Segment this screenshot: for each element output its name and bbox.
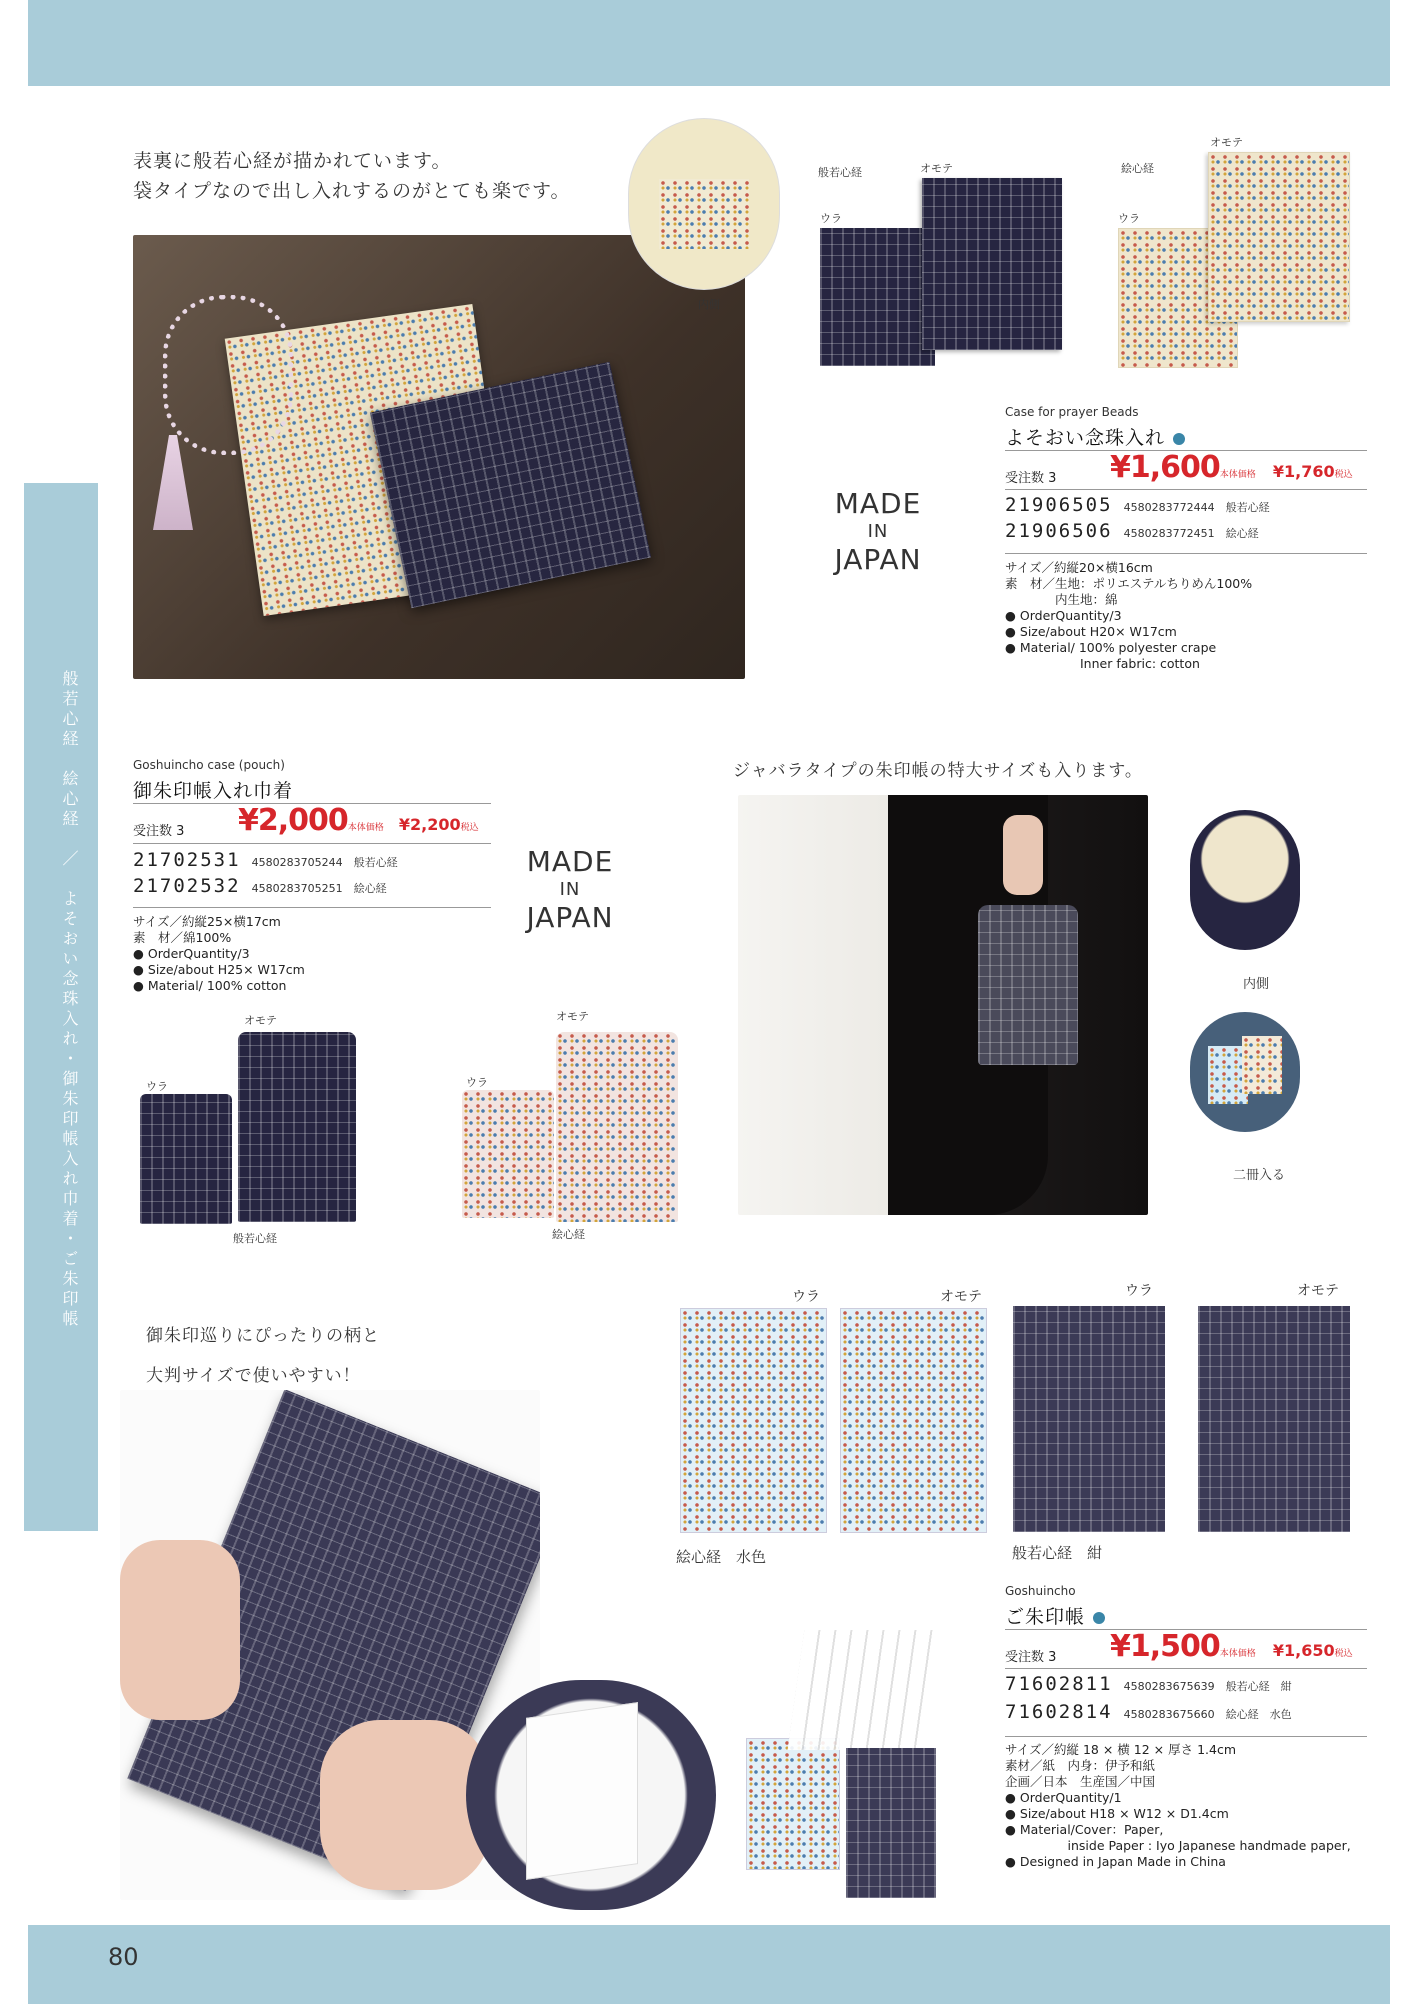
color-dot-icon bbox=[1173, 433, 1185, 445]
accordion-cover-eshin bbox=[746, 1738, 840, 1870]
intro-caption-3: 御朱印巡りにぴったりの柄と 大判サイズで使いやすい！ bbox=[146, 1326, 380, 1386]
right-hand-image bbox=[320, 1720, 490, 1890]
product2-price: ¥2,000 bbox=[238, 803, 348, 838]
ura-label: ウラ bbox=[820, 212, 842, 225]
accordion-pages-image bbox=[788, 1630, 945, 1750]
pouch-inner-photo bbox=[1190, 810, 1300, 950]
hannya-label: 般若心経 bbox=[818, 166, 862, 179]
product3-title: ご朱印帳 bbox=[1005, 1602, 1105, 1629]
hannya-pouch-label: 般若心経 bbox=[233, 1232, 277, 1245]
product2-title: 御朱印帳入れ巾着 bbox=[133, 780, 294, 802]
page-number: 80 bbox=[108, 1943, 139, 1971]
made-in-japan-mark-2: MADE IN JAPAN bbox=[526, 845, 614, 934]
hannya-book-back-image bbox=[1013, 1306, 1165, 1532]
omote-label: オモテ bbox=[920, 162, 953, 175]
hand-image bbox=[1003, 815, 1043, 895]
eshin-book-label: 絵心経 水色 bbox=[676, 1548, 767, 1566]
eshin-label: 絵心経 bbox=[1121, 162, 1154, 175]
product1-english-name: Case for prayer Beads bbox=[1005, 405, 1139, 419]
omote-label-6: オモテ bbox=[1297, 1283, 1339, 1299]
prayer-beads-image bbox=[163, 295, 293, 455]
product3-price-row: ¥1,500本体価格 ¥1,650税込 bbox=[1110, 1629, 1353, 1664]
hannya-front-image bbox=[922, 178, 1062, 350]
divider bbox=[1005, 1736, 1367, 1737]
product2-price-tax: ¥2,200 bbox=[398, 815, 461, 834]
product3-item: 71602814 4580283675660 絵心経 水色 bbox=[1005, 1701, 1292, 1723]
divider bbox=[133, 907, 491, 908]
two-books-label: 二冊入る bbox=[1233, 1168, 1286, 1183]
prayer-bead-case-photo bbox=[133, 235, 745, 679]
divider bbox=[133, 843, 491, 844]
omote-label-4: オモテ bbox=[556, 1010, 589, 1023]
accordion-closeup-image bbox=[466, 1680, 716, 1910]
product3-item: 71602811 4580283675639 般若心経 紺 bbox=[1005, 1673, 1292, 1695]
eshin-book-back-image bbox=[680, 1308, 827, 1533]
top-banner bbox=[28, 0, 1390, 86]
product3-qty: 受注数 3 bbox=[1005, 1650, 1057, 1665]
product2-english-name: Goshuincho case (pouch) bbox=[133, 758, 285, 772]
product3-specs: サイズ／約縦 18 × 横 12 × 厚さ 1.4cm 素材／紙 内身：伊予和紙 企画／日本 生産国／中国 ● OrderQuantity/1 ● Size/about H18 × W12 × D1.4cm ● Material/Cover：Paper, inside Paper : Iyo Japanese handmade paper, ● Designed in Japan Made in China bbox=[1005, 1742, 1351, 1869]
pouch-inner-label: 内側 bbox=[1243, 977, 1270, 992]
product1-price-tax: ¥1,760 bbox=[1272, 462, 1335, 481]
pouch-image bbox=[978, 905, 1078, 1065]
ura-label-4: ウラ bbox=[466, 1076, 488, 1089]
product2-qty: 受注数 3 bbox=[133, 824, 185, 839]
eshin-pouch-label: 絵心経 bbox=[552, 1228, 585, 1241]
color-dot-icon bbox=[1093, 1612, 1105, 1624]
accordion-cover-hannya bbox=[846, 1748, 936, 1898]
eshin-book-front-image bbox=[840, 1308, 987, 1533]
two-books-photo bbox=[1190, 1012, 1300, 1132]
omote-label-5: オモテ bbox=[940, 1289, 982, 1305]
product3-item-list bbox=[1005, 1673, 1292, 1729]
product1-item-list bbox=[1005, 494, 1270, 546]
ura-label-6: ウラ bbox=[1125, 1283, 1153, 1299]
product3-price: ¥1,500 bbox=[1110, 1629, 1220, 1664]
product2-item: 21702532 4580283705251 絵心経 bbox=[133, 875, 387, 897]
pouch-in-hand-photo bbox=[738, 795, 1148, 1215]
ura-label-5: ウラ bbox=[792, 1289, 820, 1305]
hannya-pouch-front-image bbox=[238, 1032, 356, 1222]
product3-price-tax: ¥1,650 bbox=[1272, 1641, 1335, 1660]
intro-caption-1: 表裏に般若心経が描かれています。 袋タイプなので出し入れするのがとても楽です。 bbox=[133, 150, 571, 202]
intro-caption-2: ジャバラタイプの朱印帳の特大サイズも入ります。 bbox=[733, 761, 1143, 781]
tassel-image bbox=[153, 435, 193, 530]
accordion-book-photo bbox=[466, 1630, 946, 1920]
hannya-book-label: 般若心経 紺 bbox=[1012, 1544, 1103, 1562]
left-hand-image bbox=[120, 1540, 240, 1720]
side-index-label: 般若心経 絵心経 ／ よそおい念珠入れ・御朱印帳入れ巾着・ご朱印帳 bbox=[60, 670, 79, 1330]
omote-label-3: オモテ bbox=[244, 1014, 277, 1027]
inner-view-photo bbox=[628, 118, 780, 290]
bottom-banner bbox=[28, 1925, 1390, 2004]
ura-label-3: ウラ bbox=[146, 1080, 168, 1093]
hannya-back-image bbox=[820, 228, 935, 366]
product1-item: 21906505 4580283772444 般若心経 bbox=[1005, 494, 1270, 516]
product1-title: よそおい念珠入れ bbox=[1005, 423, 1185, 450]
made-in-japan-mark: MADE IN JAPAN bbox=[834, 487, 922, 576]
product2-price-row: ¥2,000本体価格 ¥2,200税込 bbox=[238, 803, 479, 838]
eshin-front-image bbox=[1208, 152, 1350, 322]
omote-label-2: オモテ bbox=[1210, 136, 1243, 149]
product1-item: 21906506 4580283772451 絵心経 bbox=[1005, 520, 1259, 542]
divider bbox=[1005, 489, 1367, 490]
product2-specs: サイズ／約縦25×横17cm 素 材／綿100% ● OrderQuantity/3 ● Size/about H25× W17cm ● Material/ 100% cotton bbox=[133, 914, 305, 993]
hannya-pouch-back-image bbox=[140, 1094, 232, 1224]
inner-label: 内側 bbox=[698, 298, 720, 311]
product1-qty: 受注数 3 bbox=[1005, 471, 1057, 486]
divider bbox=[1005, 553, 1367, 554]
eshin-pouch-back-image bbox=[462, 1090, 554, 1218]
product1-specs: サイズ／約縦20×横16cm 素 材／生地：ポリエステルちりめん100% 内生地：綿 ● OrderQuantity/3 ● Size/about H20× W17cm ● Material/ 100% polyester crape Inner fabric: cotton bbox=[1005, 560, 1253, 671]
hannya-book-front-image bbox=[1198, 1306, 1350, 1532]
product1-price: ¥1,600 bbox=[1110, 450, 1220, 485]
product3-english-name: Goshuincho bbox=[1005, 1584, 1076, 1598]
divider bbox=[1005, 1668, 1367, 1669]
ura-label-2: ウラ bbox=[1118, 212, 1140, 225]
product1-price-row: ¥1,600本体価格 ¥1,760税込 bbox=[1110, 450, 1353, 485]
product2-item: 21702531 4580283705244 般若心経 bbox=[133, 849, 398, 871]
eshin-pouch-front-image bbox=[556, 1032, 678, 1222]
product2-item-list bbox=[133, 849, 398, 901]
